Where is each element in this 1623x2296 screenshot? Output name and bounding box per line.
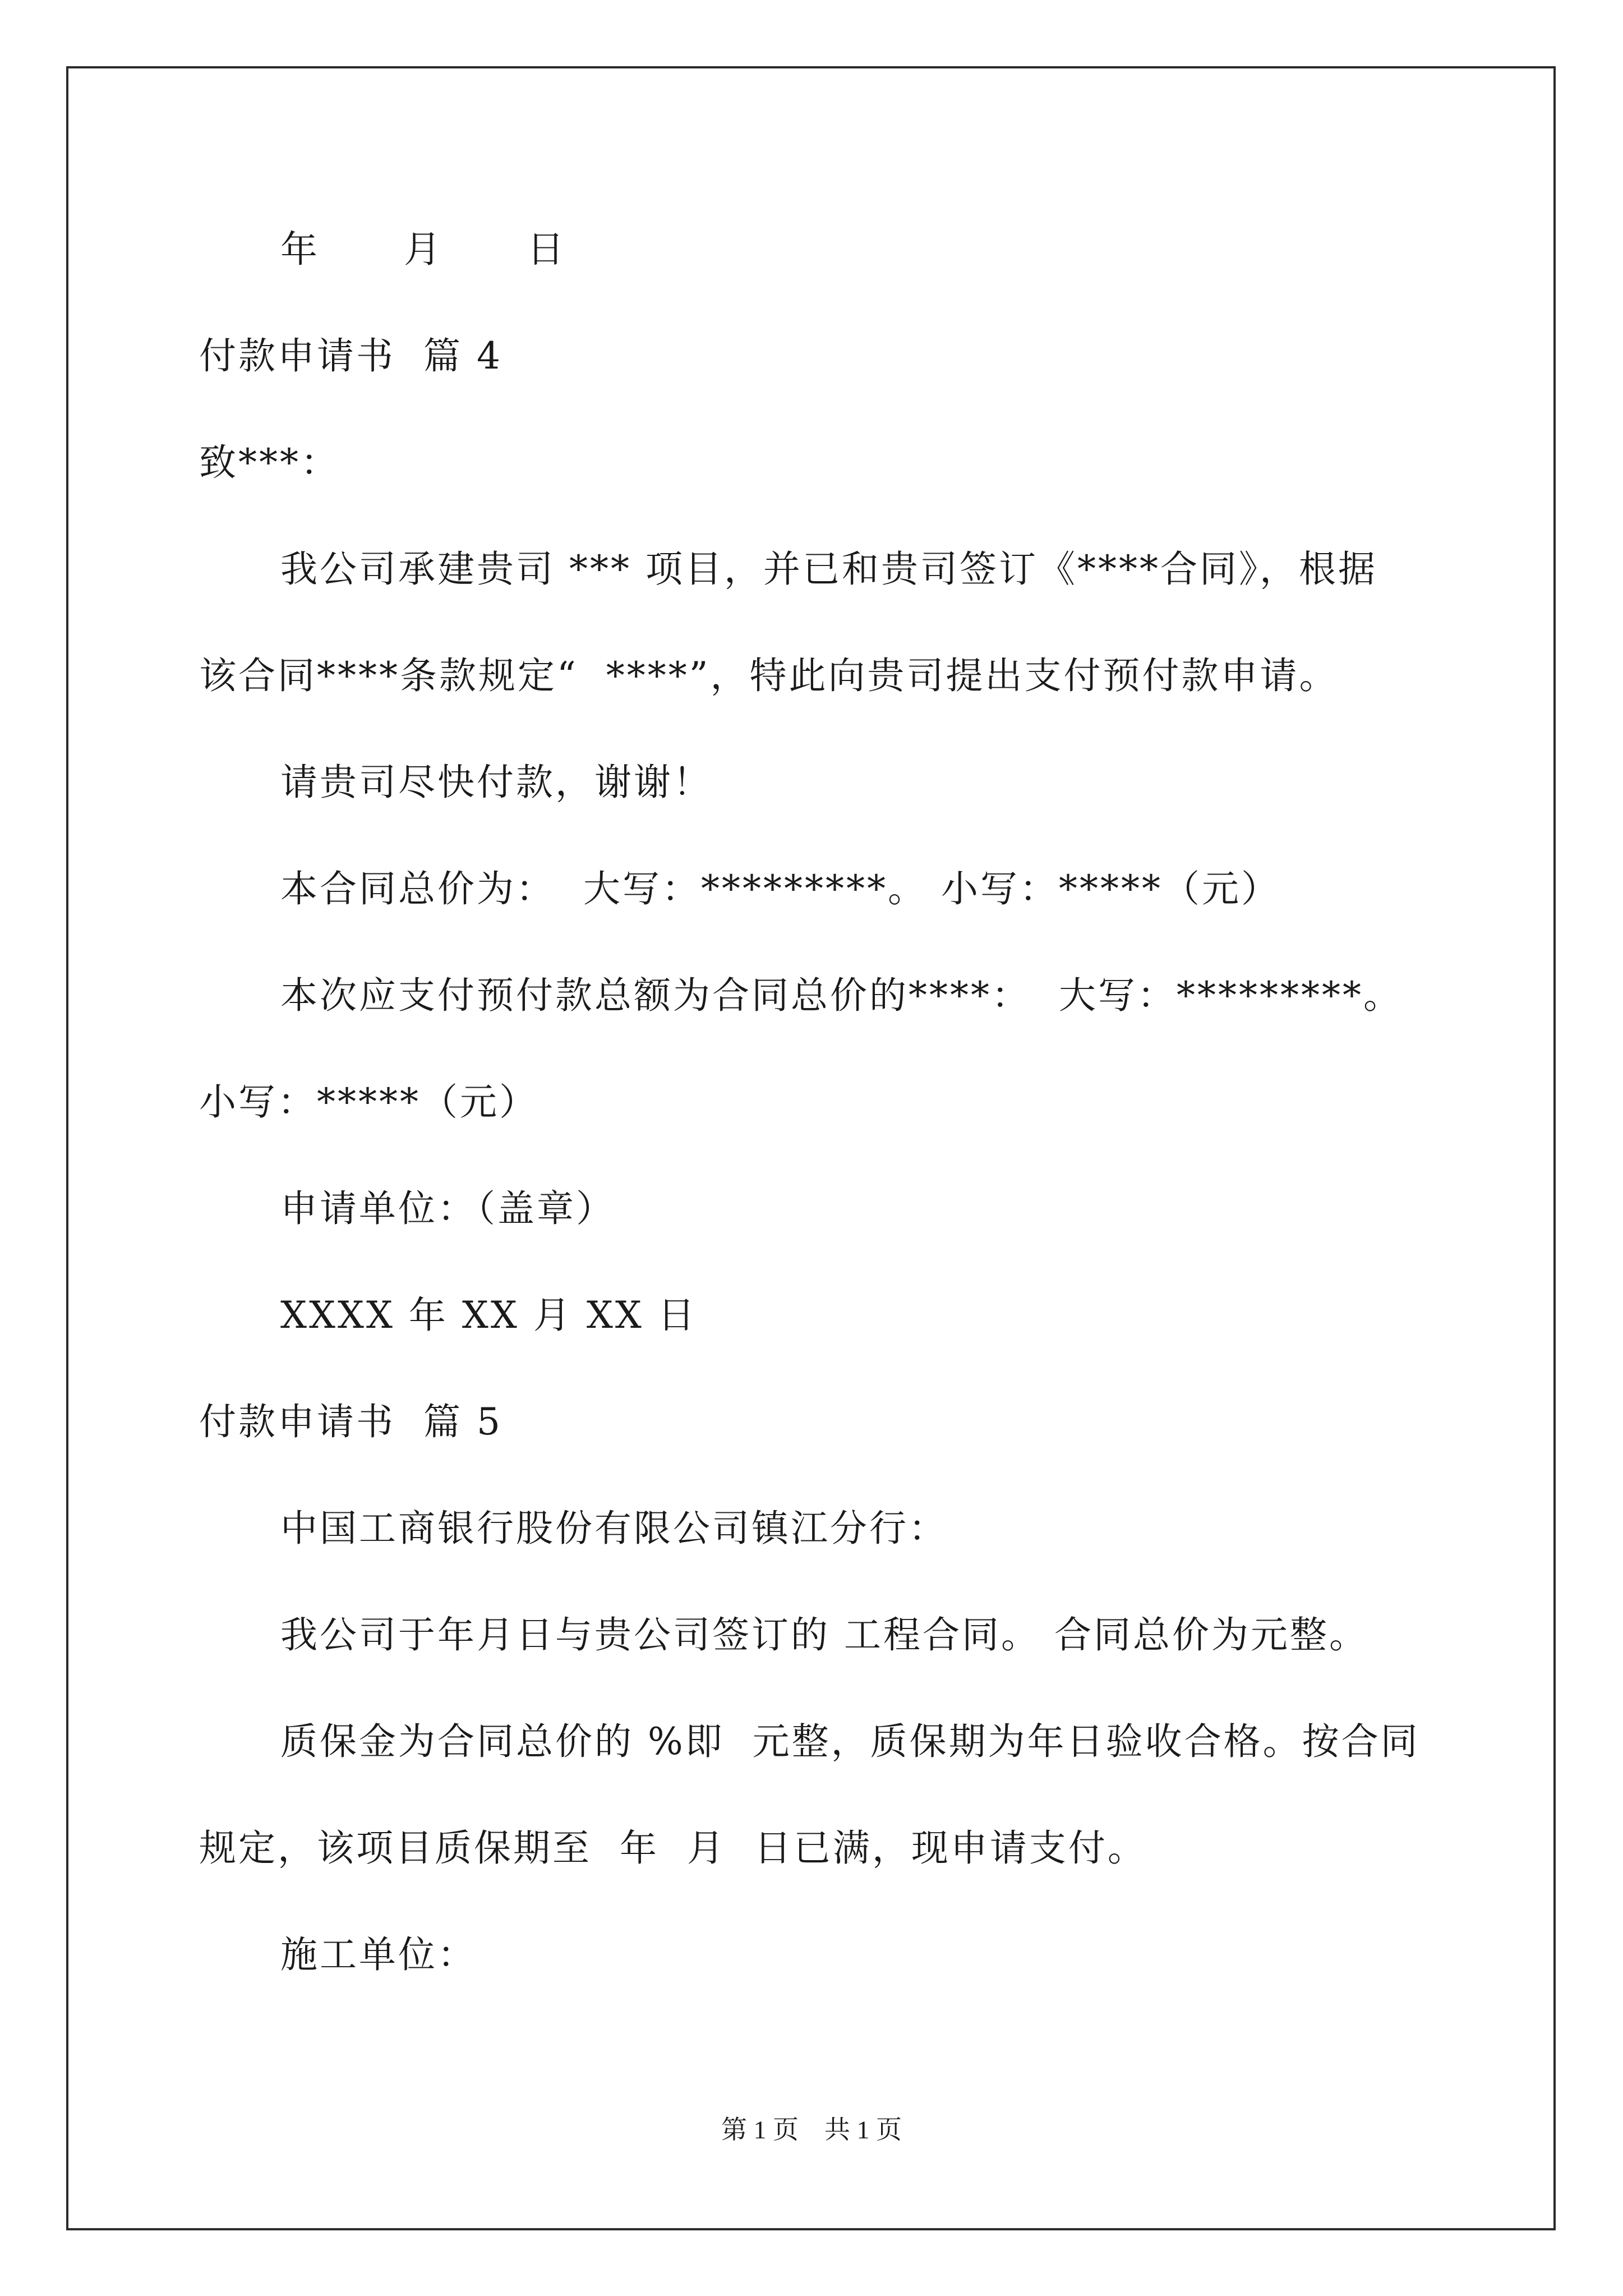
page-border xyxy=(66,66,1556,2230)
paragraph-line: 我公司于年月日与贵公司签订的 工程合同。 合同总价为元整。 xyxy=(280,1613,1368,1657)
page-number-footer: 第 1 页 共 1 页 xyxy=(721,2115,902,2144)
paragraph-line: 请贵司尽快付款，谢谢！ xyxy=(280,761,712,804)
paragraph-line: 该合同****条款规定“ ****”，特此向贵司提出支付预付款申请。 xyxy=(199,654,1339,697)
paragraph-line: 我公司承建贵司 *** 项目，并已和贵司签订《****合同》，根据 xyxy=(280,547,1377,591)
paragraph-line: 规定，该项目质保期至 年 月 日已满，现申请支付。 xyxy=(199,1826,1147,1870)
paragraph-line: 本合同总价为： 大写：*********。 小写：*****（元） xyxy=(280,867,1280,910)
applicant-line: 申请单位：（盖章） xyxy=(280,1187,615,1230)
date-line-top: 年 月 日 xyxy=(280,228,566,271)
recipient-line: 中国工商银行股份有限公司镇江分行： xyxy=(280,1507,948,1550)
contractor-line: 施工单位： xyxy=(280,1933,477,1976)
paragraph-line: 小写：*****（元） xyxy=(199,1080,538,1124)
section-heading-4: 付款申请书 篇 4 xyxy=(199,334,502,378)
date-line: XXXX 年 XX 月 XX 日 xyxy=(280,1294,697,1337)
section-heading-5: 付款申请书 篇 5 xyxy=(199,1400,502,1443)
paragraph-line: 本次应支付预付款总额为合同总价的****： 大写：*********。 xyxy=(280,974,1403,1017)
salutation-line: 致***： xyxy=(199,441,340,484)
paragraph-line: 质保金为合同总价的 %即 元整，质保期为年日验收合格。按合同 xyxy=(280,1720,1420,1763)
